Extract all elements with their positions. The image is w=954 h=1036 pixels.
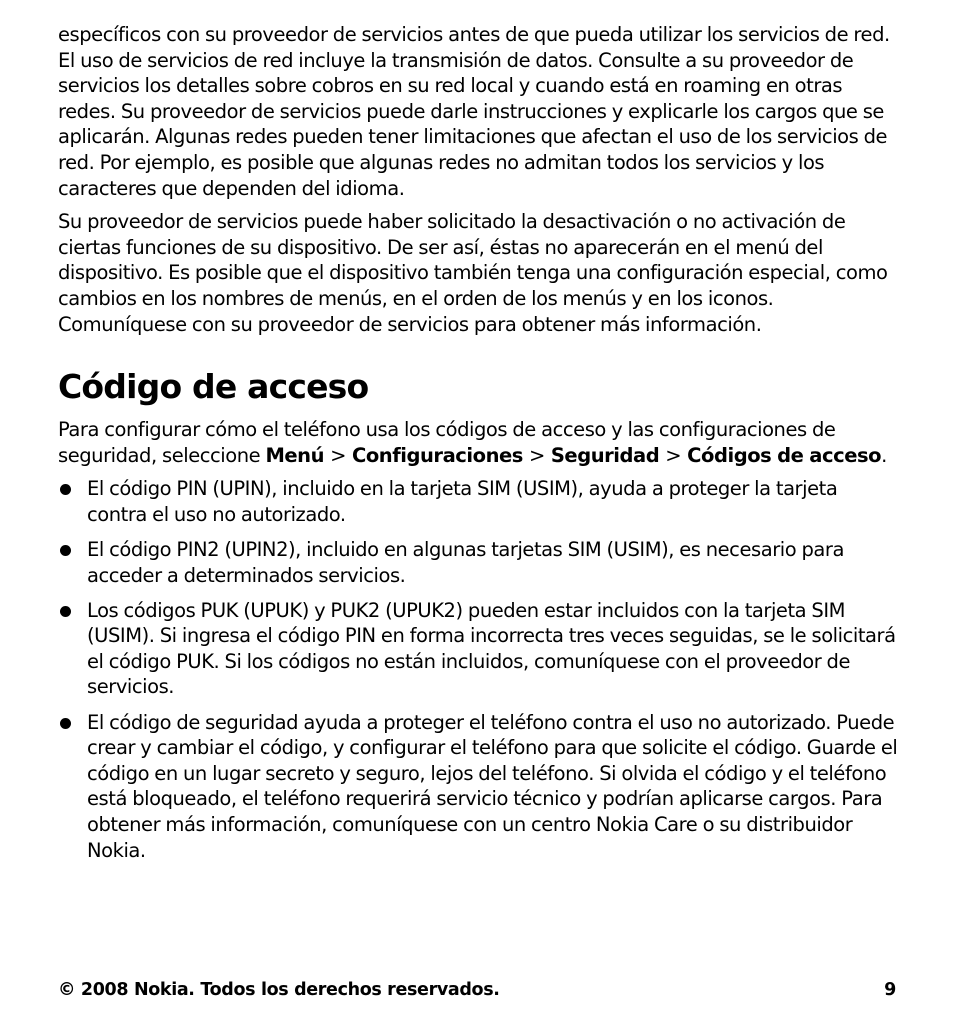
menu-path-item-menu: Menú xyxy=(265,443,325,467)
page-content xyxy=(58,22,898,873)
menu-path-separator: > xyxy=(330,443,346,467)
body-paragraph-1: específicos con su proveedor de servicios antes de que pueda utilizar los servicios de red. El uso de servicios de red incluye la transmisión de datos. Consulte a su proveedor de servicios los detalles sobre cobros en su red local y cuando está en roaming en otras redes. Su proveedor de servicios puede darle instrucciones y explicarle los cargos que se aplicarán. Algunas redes pueden tener limitaciones que afectan el uso de los servicios de red. Por ejemplo, es posible que algunas redes no admitan todos los servicios y los caracteres que dependen del idioma. xyxy=(58,23,890,200)
page-footer xyxy=(58,978,896,1002)
menu-path-item-seguridad: Seguridad xyxy=(550,443,660,467)
body-paragraph-2: Su proveedor de servicios puede haber solicitado la desactivación o no activación de ciertas funciones de su dispositivo. De ser así, éstas no aparecerán en el menú del dispositivo. Es posible que el dispositivo también tenga una configuración especial, como cambios en los nombres de menús, en el orden de los menús y en los iconos. Comuníquese con su proveedor de servicios para obtener más información. xyxy=(58,210,888,336)
bullet-icon xyxy=(60,606,71,617)
intro-text: Para configurar cómo el teléfono usa los códigos de acceso y las configuraciones de seguridad, seleccione xyxy=(58,418,836,467)
copyright-text: © 2008 Nokia. Todos los derechos reservados. xyxy=(58,980,500,1000)
list-item-text: El código de seguridad ayuda a proteger el teléfono contra el uso no autorizado. Puede crear y cambiar el código, y configurar el teléfono para que solicite el código. Guarde el código en un lugar secreto y seguro, lejos del teléfono. Si olvida el código y el teléfono está bloqueado, el teléfono requerirá servicio técnico y podrían aplicarse cargos. Para obtener más información, comuníquese con un centro Nokia Care o su distribuidor Nokia. xyxy=(87,710,898,862)
list-item-text: Los códigos PUK (UPUK) y PUK2 (UPUK2) pueden estar incluidos con la tarjeta SIM (USIM). Si ingresa el código PIN en forma incorrecta tres veces seguidas, se le solicitará el código PUK. Si los códigos no están incluidos, comuníquese con el proveedor de servicios. xyxy=(87,598,896,699)
section-title: Código de acceso xyxy=(58,367,369,407)
menu-path-separator: > xyxy=(528,443,545,467)
list-item xyxy=(58,710,898,864)
bullet-list xyxy=(58,476,898,863)
menu-path-separator: > xyxy=(665,443,682,467)
bullet-icon xyxy=(60,484,71,495)
page-number: 9 xyxy=(884,980,896,1000)
list-item xyxy=(58,537,898,588)
list-item-text: El código PIN2 (UPIN2), incluido en algunas tarjetas SIM (USIM), es necesario para acceder a determinados servicios. xyxy=(87,538,844,587)
list-item xyxy=(58,598,898,700)
menu-path-item-configuraciones: Configuraciones xyxy=(351,443,523,467)
bullet-icon xyxy=(60,545,71,556)
bullet-icon xyxy=(60,718,71,729)
intro-end: . xyxy=(881,443,887,467)
section-intro xyxy=(58,417,898,468)
menu-path-item-codigos-de-acceso: Códigos de acceso xyxy=(687,443,882,467)
list-item xyxy=(58,476,898,527)
list-item-text: El código PIN (UPIN), incluido en la tarjeta SIM (USIM), ayuda a proteger la tarjeta contra el uso no autorizado. xyxy=(87,477,838,526)
